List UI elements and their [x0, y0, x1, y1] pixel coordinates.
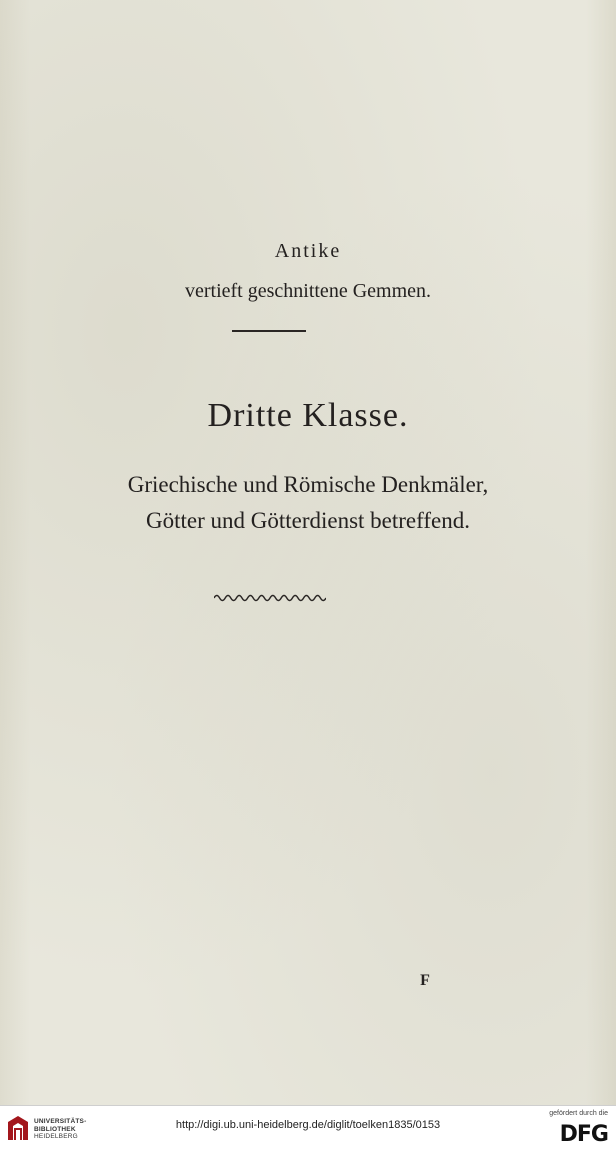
- dfg-logo: DFG: [559, 1122, 608, 1147]
- ornamental-wavy-rule: [214, 592, 326, 604]
- signature-mark: F: [420, 972, 430, 989]
- section-title: Dritte Klasse.: [207, 397, 409, 434]
- library-name-line1: UNIVERSITÄTS-: [34, 1118, 87, 1125]
- footer-bar: [0, 1105, 616, 1151]
- library-name-line2: BIBLIOTHEK: [34, 1125, 76, 1133]
- permalink-url[interactable]: http://digi.ub.uni-heidelberg.de/diglit/toelken1835/0153: [175, 1119, 441, 1131]
- divider-rule: [232, 330, 306, 332]
- section-subtitle-line2: Götter und Götterdienst betreffend.: [145, 508, 471, 533]
- heading-antike: Antike: [274, 240, 342, 262]
- section-subtitle-line1: Griechische und Römische Denkmäler,: [127, 472, 489, 497]
- funding-text: gefördert durch die: [549, 1110, 608, 1117]
- heading-gemmen: vertieft geschnittene Gemmen.: [184, 280, 431, 302]
- library-name-line3: HEIDELBERG: [34, 1133, 78, 1140]
